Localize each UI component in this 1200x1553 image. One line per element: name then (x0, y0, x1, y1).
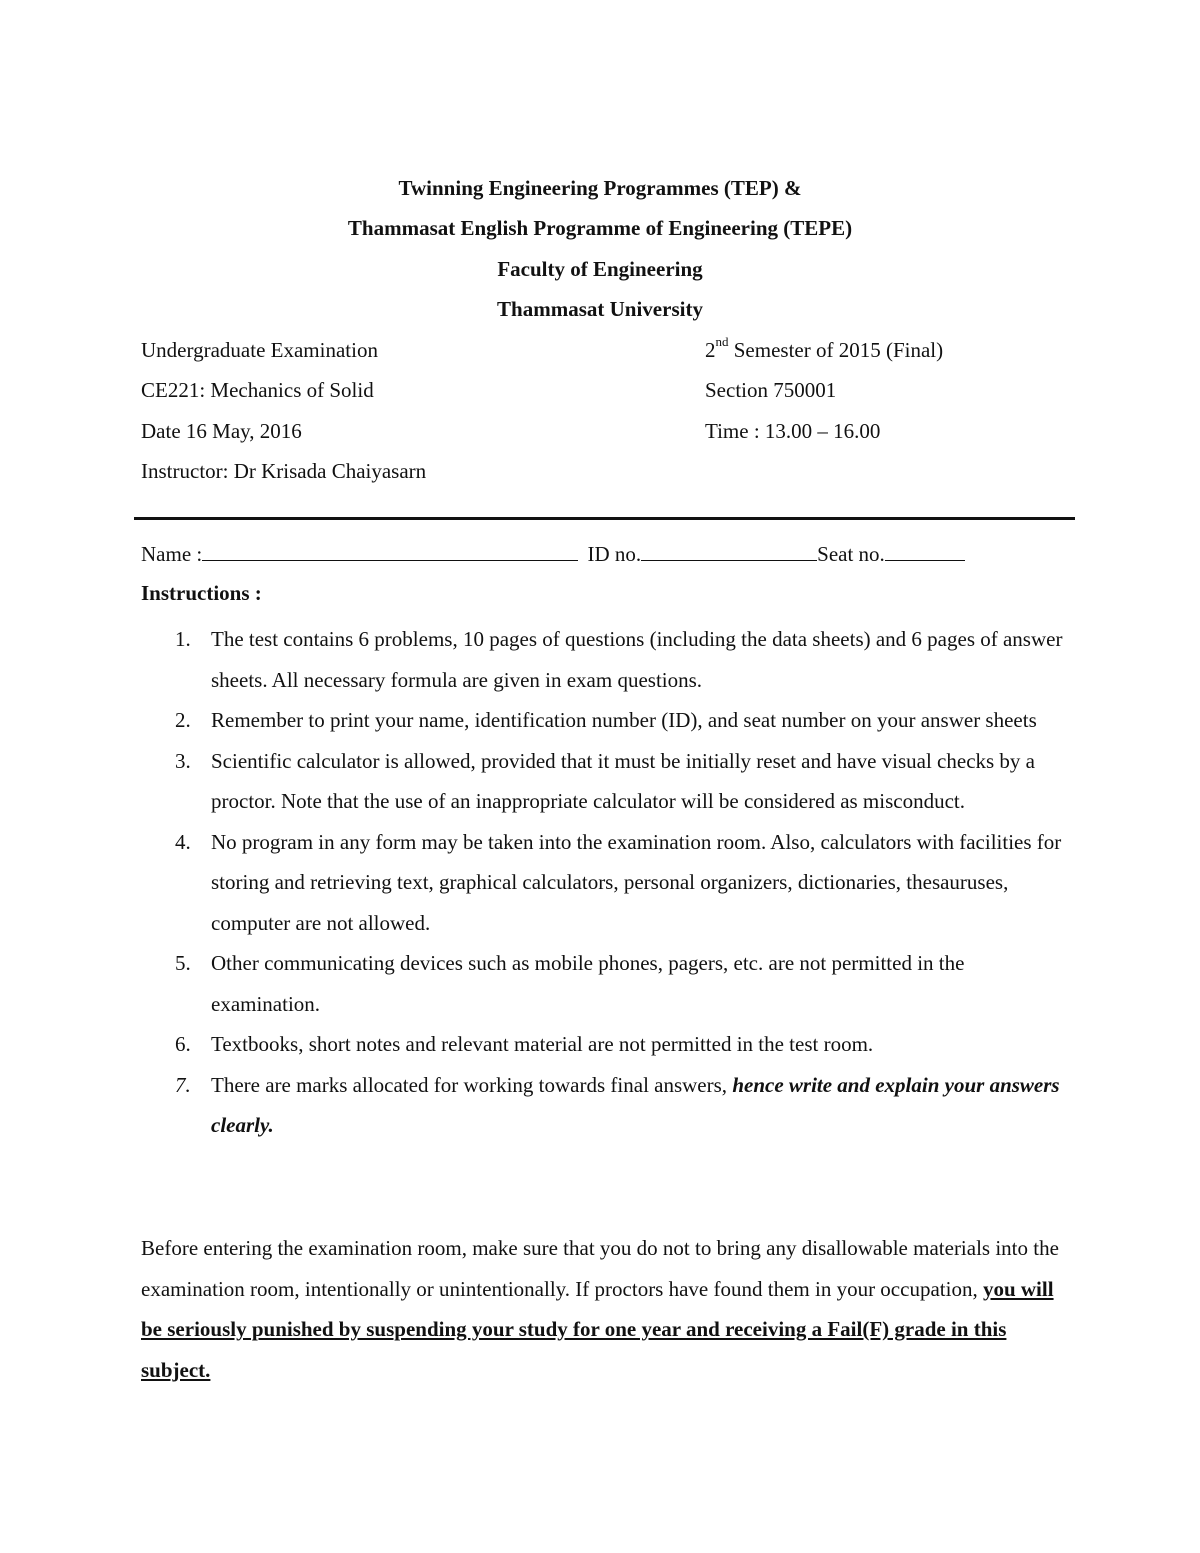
item-text: Remember to print your name, identification number (ID), and seat number on your answer sheets (211, 708, 1037, 732)
item-text: Scientific calculator is allowed, provided that it must be initially reset and have visual checks by a proctor. Note that the use of an inappropriate calculator will be considered as misconduct. (211, 748, 1036, 813)
header-divider (134, 517, 1075, 520)
list-item (141, 741, 1071, 822)
closing-paragraph (141, 1228, 1071, 1390)
exam-date: Date 16 May, 2016 (141, 419, 302, 443)
programme-title: Twinning Engineering Programmes (TEP) & (398, 176, 802, 200)
university-name: Thammasat University (497, 297, 703, 321)
item-number: 2. (175, 708, 191, 732)
list-item (141, 619, 1071, 700)
faculty-name: Faculty of Engineering (497, 257, 703, 281)
instructions-heading: Instructions : (141, 581, 262, 605)
seat-label: Seat no. (817, 542, 885, 566)
student-fields (141, 540, 965, 567)
closing-text: Before entering the examination room, make sure that you do not to bring any disallowable materials into the examination room, intentionally or unintentionally. If proctors have found them in your occupation, (141, 1236, 1059, 1301)
name-blank[interactable] (202, 540, 578, 561)
exam-semester (705, 334, 944, 363)
item-number: 6. (175, 1032, 191, 1056)
exam-time: Time : 13.00 – 16.00 (705, 419, 881, 443)
list-item (141, 700, 1071, 741)
list-item (141, 1065, 1071, 1146)
item-text: No program in any form may be taken into the examination room. Also, calculators with facilities for storing and retrieving text, graphical calculators, personal organizers, dictionaries, thesauruses, computer are not allowed. (211, 829, 1062, 935)
id-blank[interactable] (641, 540, 817, 561)
item-number: 1. (175, 627, 191, 651)
course-section: Section 750001 (705, 378, 837, 402)
programme-subtitle: Thammasat English Programme of Engineering (TEPE) (347, 216, 853, 240)
item-text: There are marks allocated for working towards final answers, (211, 1072, 733, 1097)
id-label: ID no. (587, 542, 642, 566)
list-item (141, 822, 1071, 944)
item-emphasis: hence write and explain your answers clearly. (211, 1072, 1060, 1137)
list-item (141, 943, 1071, 1024)
item-text: Other communicating devices such as mobile phones, pagers, etc. are not permitted in the examination. (211, 951, 965, 1016)
semester-text: Semester of 2015 (Final) (728, 338, 944, 362)
course-code: CE221: Mechanics of Solid (141, 378, 374, 402)
exam-level: Undergraduate Examination (141, 338, 378, 362)
instructions-list (141, 619, 1071, 1146)
list-item (141, 1024, 1071, 1065)
name-label: Name : (141, 542, 203, 566)
closing-warning: you will be seriously punished by suspending your study for one year and receiving a Fail(F) grade in this subject. (141, 1276, 1054, 1382)
semester-ordinal: nd (715, 334, 729, 349)
item-number: 7. (175, 1072, 191, 1097)
instructor-name: Instructor: Dr Krisada Chaiyasarn (141, 459, 427, 483)
item-text: Textbooks, short notes and relevant material are not permitted in the test room. (211, 1032, 874, 1056)
item-number: 5. (175, 951, 191, 975)
item-number: 3. (175, 748, 191, 773)
item-text: The test contains 6 problems, 10 pages of questions (including the data sheets) and 6 pages of answer sheets. All necessary formula are given in exam questions. (211, 627, 1063, 692)
semester-number: 2 (705, 338, 716, 362)
seat-blank[interactable] (885, 540, 965, 561)
item-number: 4. (175, 829, 191, 854)
